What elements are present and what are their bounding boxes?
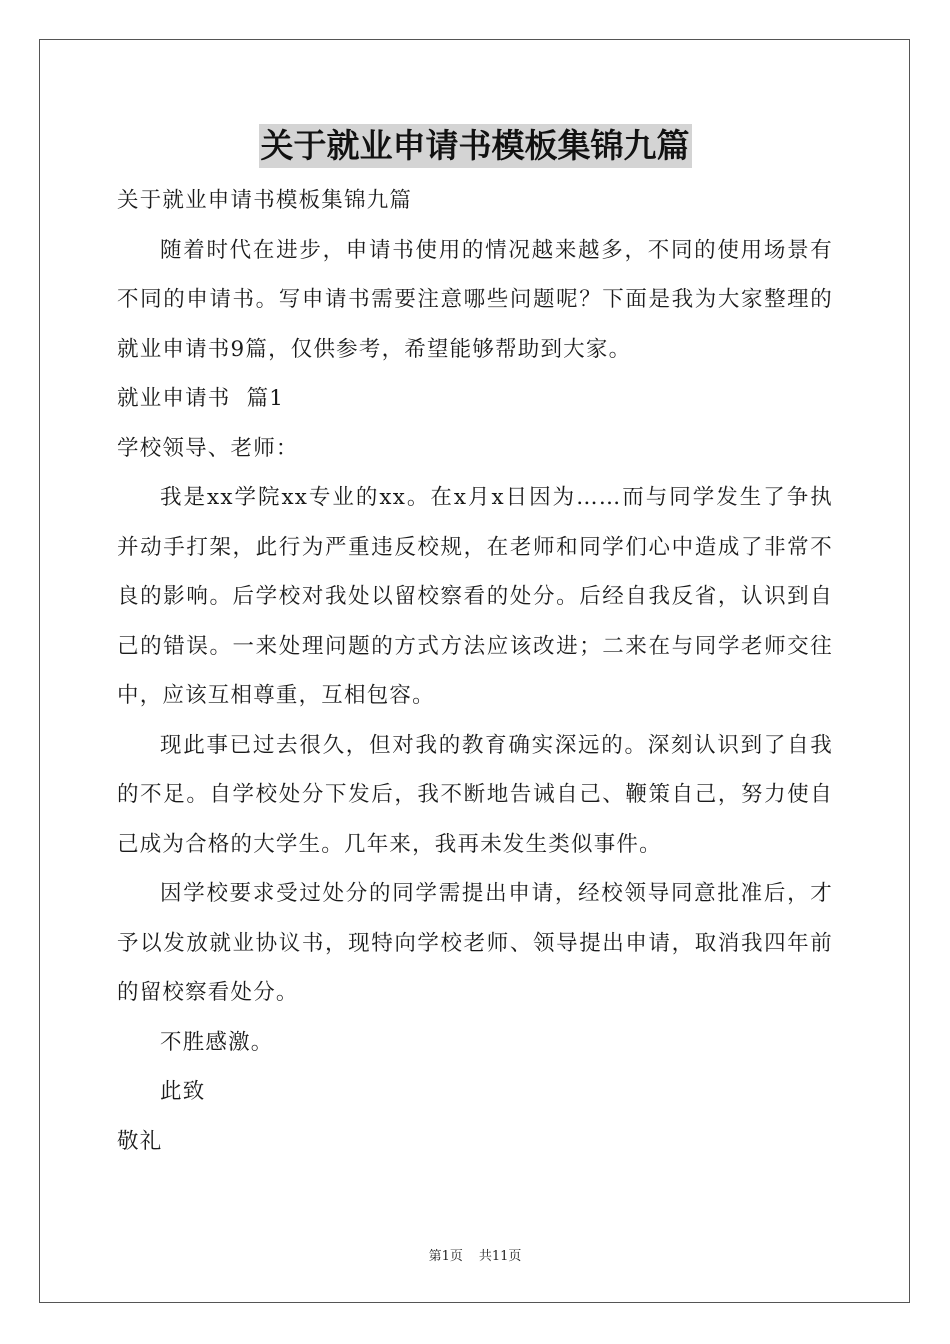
document-subtitle: 关于就业申请书模板集锦九篇 bbox=[117, 188, 413, 213]
page-total: 共11页 bbox=[478, 1249, 522, 1264]
intro-paragraph: 随着时代在进步，申请书使用的情况越来越多，不同的使用场景有不同的申请书。写申请书需要注意哪些问题呢？下面是我为大家整理的就业申请书9篇，仅供参考，希望能够帮助到大家。 bbox=[117, 237, 833, 362]
document-title: 关于就业申请书模板集锦九篇 bbox=[259, 124, 692, 168]
closing-respect: 敬礼 bbox=[117, 1128, 163, 1154]
page-number: 第1页 bbox=[428, 1249, 463, 1264]
page-footer bbox=[0, 1248, 950, 1266]
closing-thanks: 不胜感激。 bbox=[160, 1029, 274, 1055]
document-body bbox=[117, 176, 833, 1166]
body-paragraph: 我是xx学院xx专业的xx。在x月x日因为……而与同学发生了争执并动手打架，此行为严重违反校规，在老师和同学们心中造成了非常不良的影响。后学校对我处以留校察看的处分。后经自我反省，认识到自己的错误。一来处理问题的方式方法应该改进；二来在与同学老师交往中，应该互相尊重，互相包容。 bbox=[117, 485, 833, 708]
section-heading: 就业申请书 篇1 bbox=[117, 386, 285, 411]
body-paragraph: 现此事已过去很久，但对我的教育确实深远的。深刻认识到了自我的不足。自学校处分下发后，我不断地告诫自己、鞭策自己，努力使自己成为合格的大学生。几年来，我再未发生类似事件。 bbox=[117, 732, 833, 857]
title-container bbox=[0, 124, 950, 168]
salutation: 学校领导、老师： bbox=[117, 435, 299, 461]
body-paragraph: 因学校要求受过处分的同学需提出申请，经校领导同意批准后，才予以发放就业协议书，现特向学校老师、领导提出申请，取消我四年前的留校察看处分。 bbox=[117, 881, 833, 1005]
closing-to: 此致 bbox=[160, 1079, 206, 1104]
